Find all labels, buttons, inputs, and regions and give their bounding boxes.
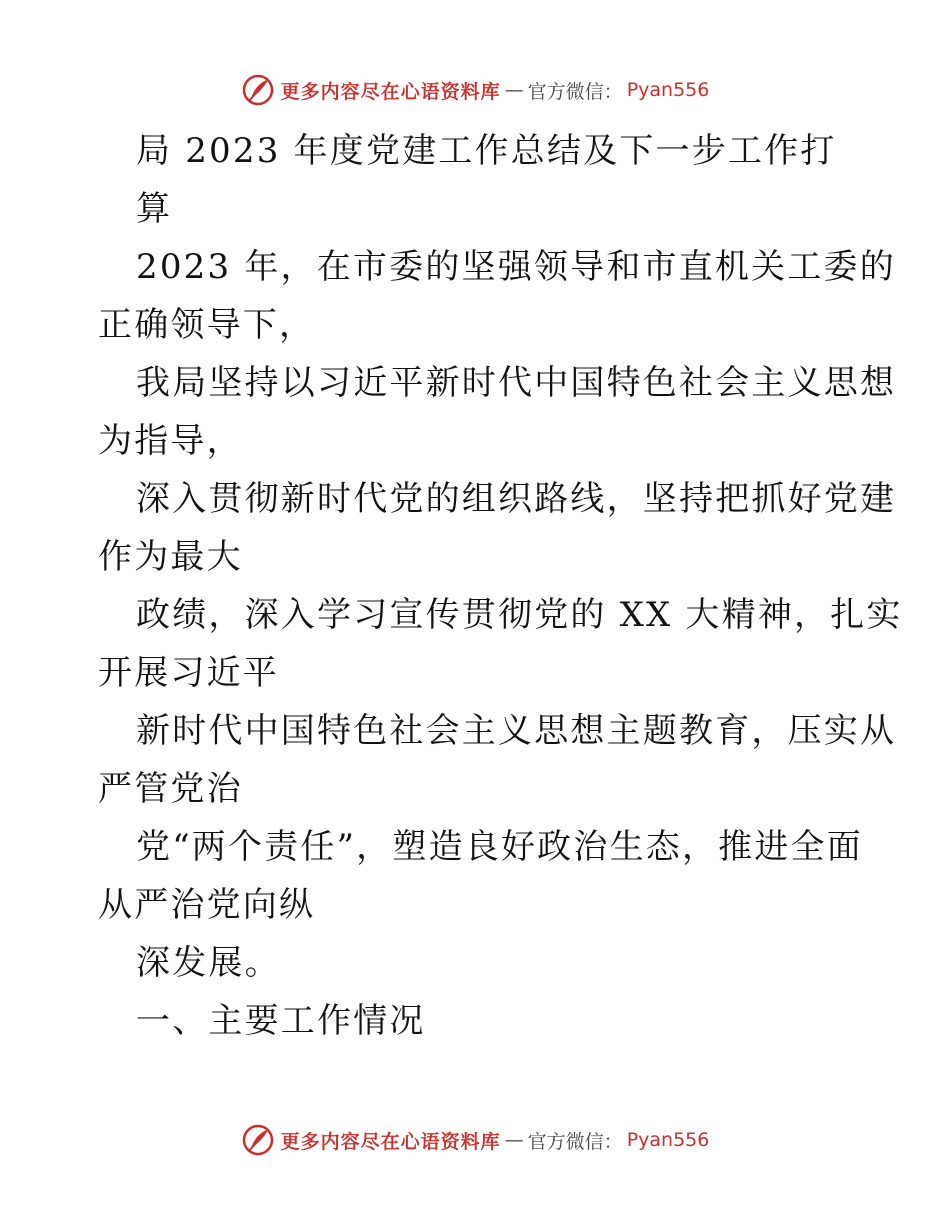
watermark-wechat-label: 官方微信：	[527, 80, 623, 103]
paragraph-line: 深发展。	[136, 943, 281, 983]
paragraph-line: 政绩，深入学习宣传贯彻党的 XX 大精神，扎实	[136, 595, 903, 635]
paragraph-line: 开展习近平	[98, 653, 279, 693]
paragraph-line: 新时代中国特色社会主义思想主题教育，压实从	[136, 711, 897, 751]
watermark-wechat-id: Pyan556	[626, 79, 710, 101]
watermark-wechat-id: Pyan556	[626, 1129, 710, 1151]
paragraph-line: 党“两个责任”，塑造良好政治生态，推进全面	[136, 827, 863, 867]
watermark-banner-bottom	[0, 1120, 950, 1160]
paragraph-line: 2023 年，在市委的坚强领导和市直机关工委的	[136, 247, 896, 287]
section-heading: 一、主要工作情况	[136, 1001, 426, 1041]
document-body	[98, 122, 903, 1050]
paragraph-line: 作为最大	[98, 537, 243, 577]
paragraph-line: 从严治党向纵	[98, 885, 316, 925]
paragraph-line: 为指导，	[98, 421, 243, 461]
paragraph-line: 深入贯彻新时代党的组织路线，坚持把抓好党建	[136, 479, 897, 519]
watermark-dash: —	[504, 79, 524, 101]
document-title-line-2: 算	[136, 189, 173, 229]
watermark-dash: —	[504, 1129, 524, 1151]
feather-quill-circle-icon	[241, 1123, 275, 1157]
document-title-line-1: 局 2023 年度党建工作总结及下一步工作打	[136, 131, 837, 171]
paragraph-line: 我局坚持以习近平新时代中国特色社会主义思想	[136, 363, 897, 403]
watermark-site-name: 更多内容尽在心语资料库	[280, 80, 501, 103]
feather-quill-circle-icon	[241, 73, 275, 107]
watermark-banner-top	[0, 70, 950, 110]
paragraph-line: 严管党治	[98, 769, 243, 809]
watermark-site-name: 更多内容尽在心语资料库	[280, 1130, 501, 1153]
paragraph-line: 正确领导下，	[98, 305, 316, 345]
watermark-wechat-label: 官方微信：	[527, 1130, 623, 1153]
